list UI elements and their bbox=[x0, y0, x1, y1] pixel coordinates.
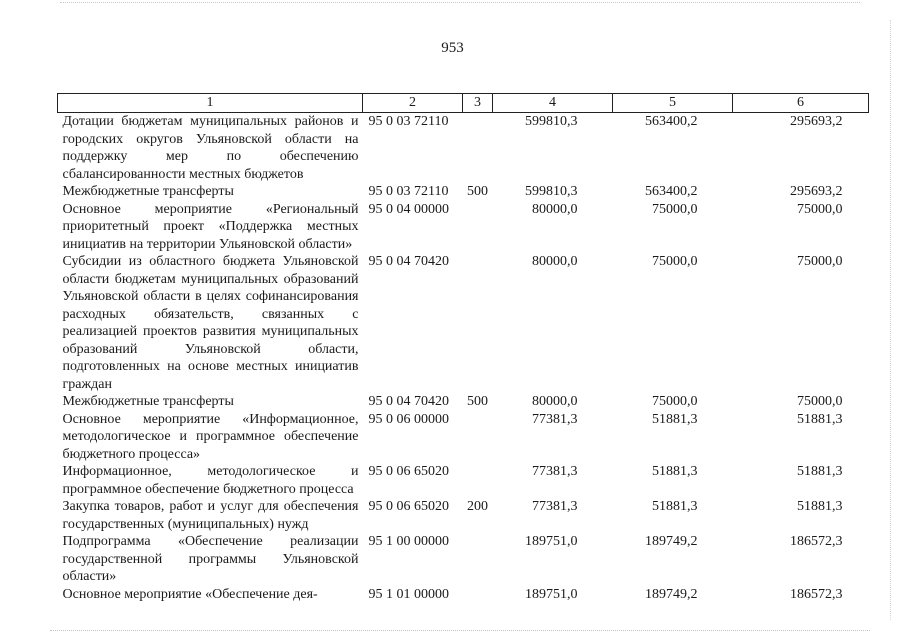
header-row bbox=[58, 94, 869, 113]
header-col-5: 5 bbox=[613, 94, 733, 113]
table-row bbox=[58, 113, 869, 184]
row-value-2: 51881,3 bbox=[652, 499, 698, 514]
table-row bbox=[58, 586, 869, 604]
table-row bbox=[58, 463, 869, 498]
row-name: Основное мероприятие «Обеспечение дея- bbox=[62, 586, 318, 602]
row-value-2: 189749,2 bbox=[645, 586, 698, 602]
row-value-3: 75000,0 bbox=[797, 201, 843, 217]
row-value-1: 599810,3 bbox=[525, 114, 578, 129]
row-value-3: 75000,0 bbox=[797, 394, 843, 409]
row-code: 95 0 06 65020 bbox=[368, 464, 449, 479]
row-value-1: 189751,0 bbox=[525, 534, 578, 549]
row-value-3: 186572,3 bbox=[790, 534, 843, 549]
row-value-1: 599810,3 bbox=[525, 184, 578, 199]
row-value-2: 75000,0 bbox=[652, 254, 698, 269]
row-code: 95 0 04 70420 bbox=[368, 254, 449, 269]
table-row bbox=[58, 498, 869, 533]
row-name: Информационное, методологическое и программное обеспечение бюджетного процесса bbox=[62, 464, 359, 497]
row-type bbox=[463, 463, 493, 498]
row-value-2: 51881,3 bbox=[652, 411, 698, 427]
row-value-3: 186572,3 bbox=[790, 586, 843, 602]
row-name: Основное мероприятие «Информационное, методологическое и программное обеспечение бюджетного процесса» bbox=[62, 411, 359, 462]
row-value-3: 51881,3 bbox=[797, 499, 843, 514]
table-row bbox=[58, 533, 869, 586]
row-name: Закупка товаров, работ и услуг для обеспечения государственных (муниципальных) нужд bbox=[62, 499, 359, 532]
header-col-6: 6 bbox=[733, 94, 869, 113]
row-code: 95 1 00 00000 bbox=[368, 534, 449, 549]
row-value-1: 80000,0 bbox=[532, 394, 578, 409]
row-type bbox=[463, 586, 493, 604]
header-col-3: 3 bbox=[463, 94, 493, 113]
row-value-1: 189751,0 bbox=[525, 586, 578, 602]
row-value-3: 51881,3 bbox=[797, 464, 843, 479]
row-value-3: 295693,2 bbox=[790, 114, 843, 129]
row-code: 95 0 04 70420 bbox=[368, 394, 449, 409]
row-type bbox=[463, 533, 493, 586]
row-code: 95 0 03 72110 bbox=[368, 114, 449, 129]
row-value-2: 563400,2 bbox=[645, 114, 698, 129]
scan-edge-right bbox=[890, 20, 892, 620]
scan-edge-bottom bbox=[50, 630, 870, 633]
row-value-2: 563400,2 bbox=[645, 184, 698, 199]
row-value-2: 189749,2 bbox=[645, 534, 698, 549]
row-value-3: 295693,2 bbox=[790, 184, 843, 199]
header-col-2: 2 bbox=[363, 94, 463, 113]
scan-edge-top bbox=[60, 2, 860, 5]
header-col-1: 1 bbox=[58, 94, 363, 113]
row-value-1: 80000,0 bbox=[532, 254, 578, 269]
row-value-1: 77381,3 bbox=[532, 411, 578, 427]
row-value-1: 80000,0 bbox=[532, 201, 578, 217]
row-value-3: 75000,0 bbox=[797, 254, 843, 269]
row-value-2: 75000,0 bbox=[652, 394, 698, 409]
table-row bbox=[58, 411, 869, 464]
page-number: 953 bbox=[441, 40, 464, 56]
row-value-3: 51881,3 bbox=[797, 411, 843, 427]
table-row bbox=[58, 201, 869, 254]
table-body bbox=[58, 113, 869, 604]
row-code: 95 0 06 65020 bbox=[368, 499, 449, 514]
row-type bbox=[463, 411, 493, 464]
budget-table bbox=[57, 93, 869, 603]
row-code: 95 1 01 00000 bbox=[368, 586, 449, 602]
row-type bbox=[463, 253, 493, 393]
row-name: Межбюджетные трансферты bbox=[62, 394, 234, 409]
row-value-2: 51881,3 bbox=[652, 464, 698, 479]
table-row bbox=[58, 253, 869, 393]
row-type bbox=[463, 201, 493, 254]
row-value-1: 77381,3 bbox=[532, 464, 578, 479]
row-name: Подпрограмма «Обеспечение реализации государственной программы Ульяновской области» bbox=[62, 534, 359, 584]
row-type bbox=[463, 113, 493, 184]
row-code: 95 0 04 00000 bbox=[368, 201, 449, 217]
row-type: 500 bbox=[467, 394, 488, 409]
row-name: Субсидии из областного бюджета Ульяновской области бюджетам муниципальных образований Ульяновской области в целях софинансирования расходных обязательств, связанных с реализацией проектов развития муниципальных образований Ульяновской области, подготовленных на основе местных инициатив граждан bbox=[62, 254, 359, 392]
row-value-2: 75000,0 bbox=[652, 201, 698, 217]
row-code: 95 0 06 00000 bbox=[368, 411, 449, 427]
table-row bbox=[58, 393, 869, 411]
row-type: 200 bbox=[467, 499, 488, 514]
header-col-4: 4 bbox=[493, 94, 613, 113]
table-header bbox=[58, 94, 869, 113]
table-row bbox=[58, 183, 869, 201]
row-type: 500 bbox=[467, 184, 488, 199]
row-name: Основное мероприятие «Региональный приоритетный проект «Поддержка местных инициатив на территории Ульяновской области» bbox=[62, 201, 359, 252]
row-name: Межбюджетные трансферты bbox=[62, 184, 234, 199]
row-code: 95 0 03 72110 bbox=[368, 184, 449, 199]
row-value-1: 77381,3 bbox=[532, 499, 578, 514]
row-name: Дотации бюджетам муниципальных районов и городских округов Ульяновской области на поддержку мер по обеспечению сбалансированности местных бюджетов bbox=[62, 114, 359, 182]
